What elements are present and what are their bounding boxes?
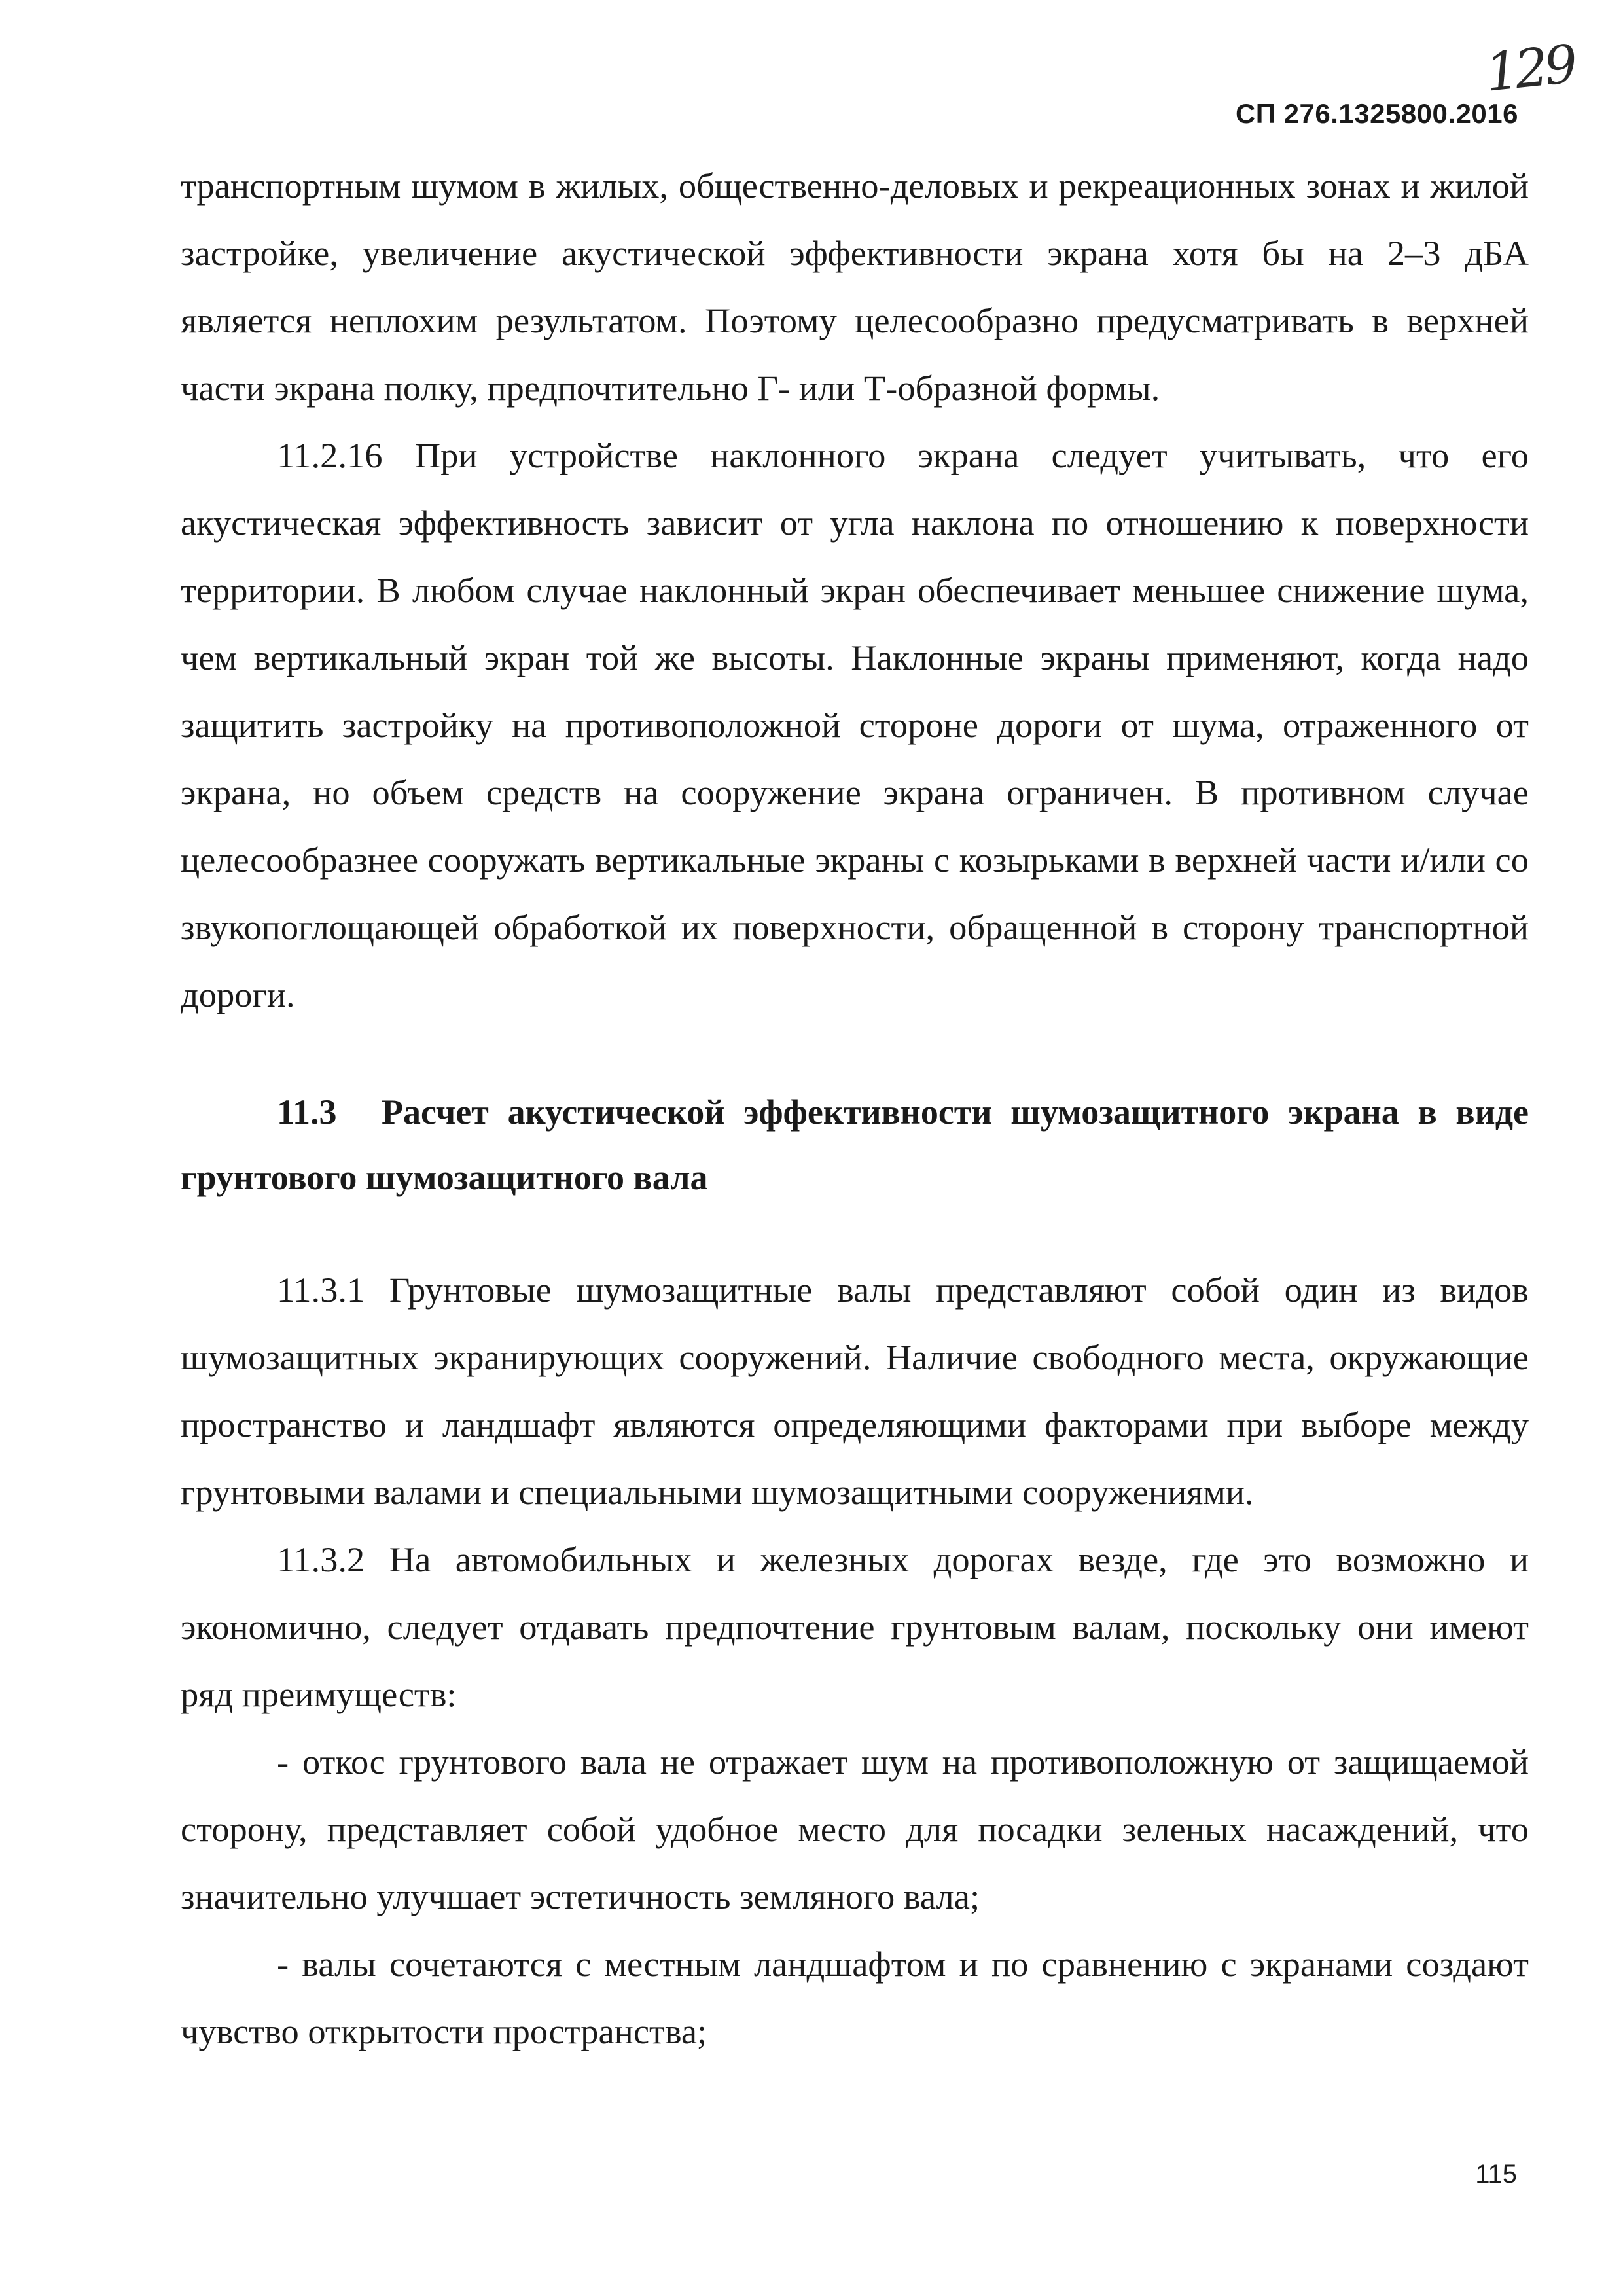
- list-item-landscape: - валы сочетаются с местным ландшафтом и по сравнению с экранами создают чувство открытости пространства;: [181, 1944, 1529, 2051]
- paragraph-11-2-16: 11.2.16 При устройстве наклонного экрана следует учитывать, что его акустическая эффективность зависит от угла наклона по отношению к поверхности территории. В любом случае наклонный экран обеспечивает меньшее снижение шума, чем вертикальный экран той же высоты. Наклонные экраны применяют, когда надо защитить застройку на противоположной стороне дороги от шума, отраженного от экрана, но объем средств на сооружение экрана ограничен. В противном случае целесообразнее сооружать вертикальные экраны с козырьками в верхней части и/или со звукопоглощающей обработкой их поверхности, обращенной в сторону транспортной дороги.: [181, 435, 1529, 1014]
- section-number: 11.3: [277, 1092, 337, 1132]
- list-item-slope: - откос грунтового вала не отражает шум на противоположную от защищаемой сторону, представляет собой удобное место для посадки зеленых насаждений, что значительно улучшает эстетичность земляного вала;: [181, 1742, 1529, 1916]
- paragraph-11-3-1: 11.3.1 Грунтовые шумозащитные валы представляют собой один из видов шумозащитных экранирующих сооружений. Наличие свободного места, окружающие пространство и ландшафт являются определяющими факторами при выборе между грунтовыми валами и специальными шумозащитными сооружениями.: [181, 1270, 1529, 1512]
- paragraph-11-3-2: 11.3.2 На автомобильных и железных дорогах везде, где это возможно и экономично, следует отдавать предпочтение грунтовым валам, поскольку они имеют ряд преимуществ:: [181, 1539, 1529, 1714]
- section-title: Расчет акустической эффективности шумозащитного экрана в виде грунтового шумозащитного вала: [181, 1092, 1529, 1197]
- handwritten-page-number: 129: [1482, 33, 1577, 103]
- document-code: СП 276.1325800.2016: [1235, 98, 1518, 129]
- paragraph-continuation: транспортным шумом в жилых, общественно-деловых и рекреационных зонах и жилой застройке, увеличение акустической эффективности экрана хотя бы на 2–3 дБА является неплохим результатом. Поэтому целесообразно предусматривать в верхней части экрана полку, предпочтительно Г- или Т-образной формы.: [181, 166, 1529, 408]
- body-text: [181, 152, 1529, 2065]
- page-number: 115: [1475, 2160, 1517, 2189]
- section-heading: [181, 1079, 1529, 1210]
